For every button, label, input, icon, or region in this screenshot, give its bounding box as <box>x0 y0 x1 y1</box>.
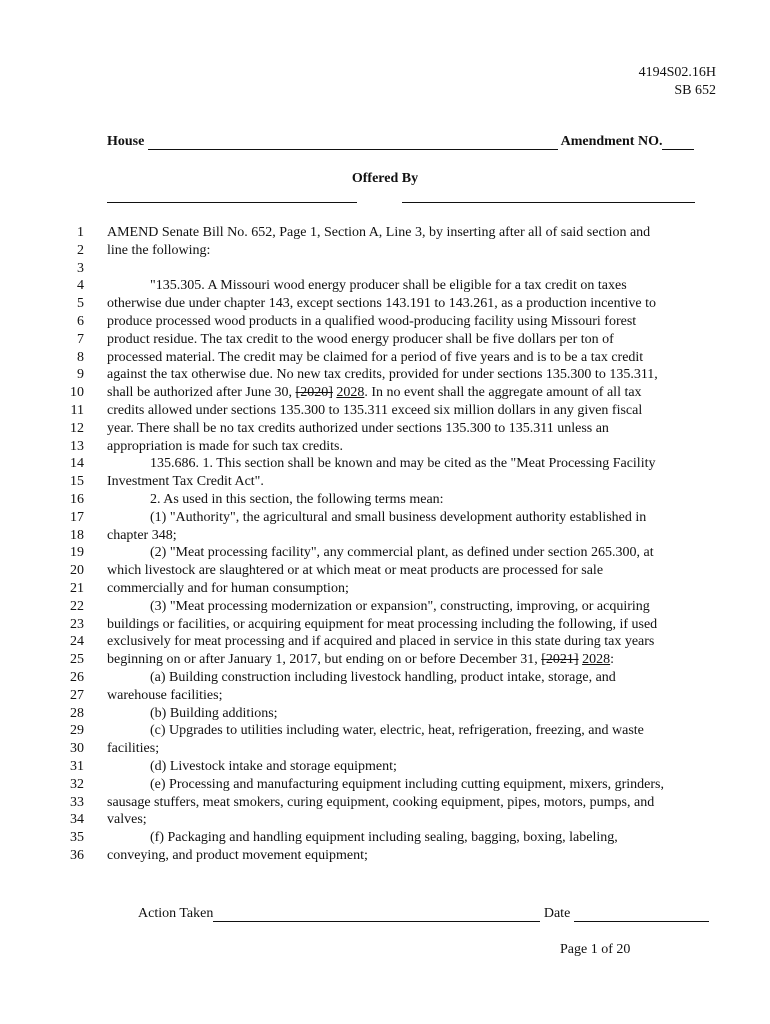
text-segment: line the following: <box>107 242 211 258</box>
line-number: 7 <box>77 331 84 347</box>
line-number: 6 <box>77 313 84 329</box>
line-text <box>107 295 656 313</box>
line-number: 11 <box>70 402 84 418</box>
text-segment: (d) Livestock intake and storage equipment; <box>150 758 397 774</box>
line-number: 36 <box>70 847 84 863</box>
line-number: 10 <box>70 385 84 401</box>
action-taken-row <box>138 906 718 922</box>
text-line <box>0 331 770 349</box>
line-text <box>107 313 636 331</box>
line-number: 15 <box>70 474 84 490</box>
line-number: 8 <box>77 349 84 365</box>
line-number: 20 <box>70 563 84 579</box>
text-segment: Investment Tax Credit Act". <box>107 474 264 490</box>
line-text <box>107 366 658 384</box>
text-line <box>0 260 770 278</box>
line-number: 16 <box>70 491 84 507</box>
text-line <box>0 616 770 634</box>
text-line <box>0 438 770 456</box>
text-segment: produce processed wood products in a qualified wood-producing facility using Missouri forest <box>107 313 637 329</box>
line-text <box>107 331 614 349</box>
text-segment: (c) Upgrades to utilities including water, electric, heat, refrigeration, freezing, and waste <box>150 723 644 739</box>
text-segment: conveying, and product movement equipment; <box>107 847 368 863</box>
text-line <box>0 402 770 420</box>
line-text <box>150 705 278 723</box>
line-text <box>107 420 609 438</box>
line-text <box>150 509 646 527</box>
line-text <box>150 776 664 794</box>
text-segment: processed material. The credit may be claimed for a period of five years and is to be a tax credit <box>107 349 644 365</box>
line-number: 1 <box>77 225 84 240</box>
line-text <box>107 847 368 865</box>
text-line <box>0 722 770 740</box>
line-text <box>107 580 349 598</box>
line-number: 33 <box>70 794 84 810</box>
text-segment: (f) Packaging and handling equipment including sealing, bagging, boxing, labeling, <box>150 830 618 846</box>
text-line <box>0 829 770 847</box>
line-text <box>107 224 650 242</box>
house-amendment-row <box>107 134 713 154</box>
line-number: 34 <box>70 812 84 828</box>
text-segment: AMEND Senate Bill No. 652, Page 1, Section A, Line 3, by inserting after all of said section and <box>107 225 651 240</box>
text-line <box>0 491 770 509</box>
text-segment: . In no event shall the aggregate amount of all tax <box>364 385 642 401</box>
bill-number: SB 652 <box>674 83 716 98</box>
line-text <box>107 562 603 580</box>
text-segment: exclusively for meat processing and if acquired and placed in service in this state during tax years <box>107 634 655 650</box>
line-text <box>107 438 343 456</box>
text-segment: commercially and for human consumption; <box>107 580 349 596</box>
text-line <box>0 847 770 865</box>
text-segment: shall be authorized after June 30, <box>107 385 296 401</box>
line-text <box>150 669 616 687</box>
line-text <box>150 598 650 616</box>
text-line <box>0 366 770 384</box>
date-blank <box>574 907 709 922</box>
text-segment: chapter 348; <box>107 527 177 543</box>
text-segment: appropriation is made for such tax credits. <box>107 438 343 454</box>
line-text <box>107 687 222 705</box>
line-text <box>150 455 655 473</box>
line-number: 14 <box>70 456 84 472</box>
line-number: 4 <box>77 278 84 294</box>
line-number: 9 <box>77 367 84 383</box>
house-blank-line <box>148 135 558 150</box>
line-number: 23 <box>70 616 84 632</box>
text-line <box>0 277 770 295</box>
text-segment: facilities; <box>107 741 160 757</box>
line-number: 31 <box>70 758 84 774</box>
inserted-text: 2028 <box>336 385 365 401</box>
line-number: 29 <box>70 723 84 739</box>
line-text <box>107 651 614 669</box>
line-text <box>150 491 444 509</box>
line-text <box>150 277 627 295</box>
text-segment: (b) Building additions; <box>150 705 278 721</box>
deleted-text: [2021] <box>541 652 579 668</box>
line-text <box>150 758 397 776</box>
text-line <box>0 349 770 367</box>
action-taken-label: Action Taken <box>138 906 214 921</box>
text-segment: (1) "Authority", the agricultural and small business development authority established in <box>150 509 647 525</box>
text-line <box>0 669 770 687</box>
text-segment: beginning on or after January 1, 2017, but ending on or before December 31, <box>107 652 542 668</box>
text-line <box>0 242 770 260</box>
line-text <box>107 242 210 260</box>
text-line <box>0 705 770 723</box>
text-line <box>0 527 770 545</box>
text-segment: : <box>610 652 614 668</box>
line-text <box>107 616 657 634</box>
line-text <box>107 633 654 651</box>
text-line <box>0 776 770 794</box>
text-line <box>0 544 770 562</box>
deleted-text: [2020] <box>295 385 333 401</box>
text-line <box>0 651 770 669</box>
offered-by-label: Offered By <box>351 171 419 186</box>
line-text <box>150 829 618 847</box>
text-segment: year. There shall be no tax credits authorized under sections 135.300 to 135.311 unless an <box>107 420 609 436</box>
text-segment: "135.305. A Missouri wood energy producer shall be eligible for a tax credit on taxes <box>150 278 627 294</box>
line-number: 21 <box>70 580 84 596</box>
line-text <box>107 794 654 812</box>
line-text <box>150 722 644 740</box>
text-line <box>0 313 770 331</box>
text-line <box>0 740 770 758</box>
line-number: 3 <box>77 260 84 276</box>
text-segment: warehouse facilities; <box>107 687 223 703</box>
line-number: 19 <box>70 545 84 561</box>
text-segment: product residue. The tax credit to the wood energy producer shall be five dollars per ton of <box>107 331 614 347</box>
line-number: 28 <box>70 705 84 721</box>
text-segment: otherwise due under chapter 143, except sections 143.191 to 143.261, as a production incentive to <box>107 296 656 312</box>
offered-by-lines <box>107 202 695 206</box>
line-number: 12 <box>70 420 84 436</box>
text-segment: 2. As used in this section, the following terms mean: <box>150 491 444 507</box>
page-number: Page 1 of 20 <box>560 942 631 957</box>
line-number: 5 <box>77 296 84 312</box>
line-text <box>107 811 147 829</box>
text-segment: which livestock are slaughtered or at which meat or meat products are processed for sale <box>107 563 604 579</box>
line-text <box>150 544 654 562</box>
text-line <box>0 420 770 438</box>
line-text <box>107 527 177 545</box>
line-number: 25 <box>70 652 84 668</box>
text-line <box>0 794 770 812</box>
document-id: 4194S02.16H <box>638 65 716 80</box>
text-line <box>0 633 770 651</box>
text-line <box>0 509 770 527</box>
line-text <box>107 402 642 420</box>
amendment-label: Amendment NO. <box>560 134 663 149</box>
text-line <box>0 224 770 242</box>
line-number: 13 <box>70 438 84 454</box>
house-label: House <box>107 134 145 149</box>
line-number: 35 <box>70 830 84 846</box>
text-line <box>0 811 770 829</box>
text-segment: (2) "Meat processing facility", any commercial plant, as defined under section 265.300, at <box>150 545 654 561</box>
inserted-text: 2028 <box>582 652 611 668</box>
offered-by-blank-2 <box>402 202 695 203</box>
text-line <box>0 598 770 616</box>
text-segment: (3) "Meat processing modernization or expansion", constructing, improving, or acquiring <box>150 598 650 614</box>
line-number: 24 <box>70 634 84 650</box>
line-number: 27 <box>70 687 84 703</box>
line-number: 30 <box>70 741 84 757</box>
text-line <box>0 687 770 705</box>
amendment-text <box>0 224 770 865</box>
text-segment: valves; <box>107 812 147 828</box>
line-text <box>107 349 643 367</box>
text-line <box>0 758 770 776</box>
text-line <box>0 384 770 402</box>
text-line <box>0 580 770 598</box>
text-segment: 135.686. 1. This section shall be known and may be cited as the "Meat Processing Facility <box>150 456 656 472</box>
line-number: 17 <box>70 509 84 525</box>
text-line <box>0 295 770 313</box>
text-segment: credits allowed under sections 135.300 to 135.311 exceed six million dollars in any given fiscal <box>107 402 643 418</box>
text-segment: (a) Building construction including livestock handling, product intake, storage, and <box>150 669 616 685</box>
date-label: Date <box>543 906 571 921</box>
text-segment: against the tax otherwise due. No new tax credits, provided for under sections 135.300 to 135.311, <box>107 367 658 383</box>
line-number: 18 <box>70 527 84 543</box>
line-number: 32 <box>70 776 84 792</box>
document-header <box>639 64 716 100</box>
line-number: 2 <box>77 242 84 258</box>
line-text <box>107 473 264 491</box>
line-number: 22 <box>70 598 84 614</box>
line-number: 26 <box>70 669 84 685</box>
text-line <box>0 455 770 473</box>
text-line <box>0 562 770 580</box>
offered-by-blank-1 <box>107 202 357 203</box>
action-taken-blank <box>213 907 540 922</box>
text-segment: (e) Processing and manufacturing equipment including cutting equipment, mixers, grinders, <box>150 776 664 792</box>
text-segment: sausage stuffers, meat smokers, curing equipment, cooking equipment, pipes, motors, pumps, and <box>107 794 655 810</box>
line-text <box>107 740 159 758</box>
text-segment: buildings or facilities, or acquiring equipment for meat processing including the following, if used <box>107 616 658 632</box>
text-line <box>0 473 770 491</box>
amendment-number-blank <box>662 135 694 150</box>
line-text <box>107 384 642 402</box>
